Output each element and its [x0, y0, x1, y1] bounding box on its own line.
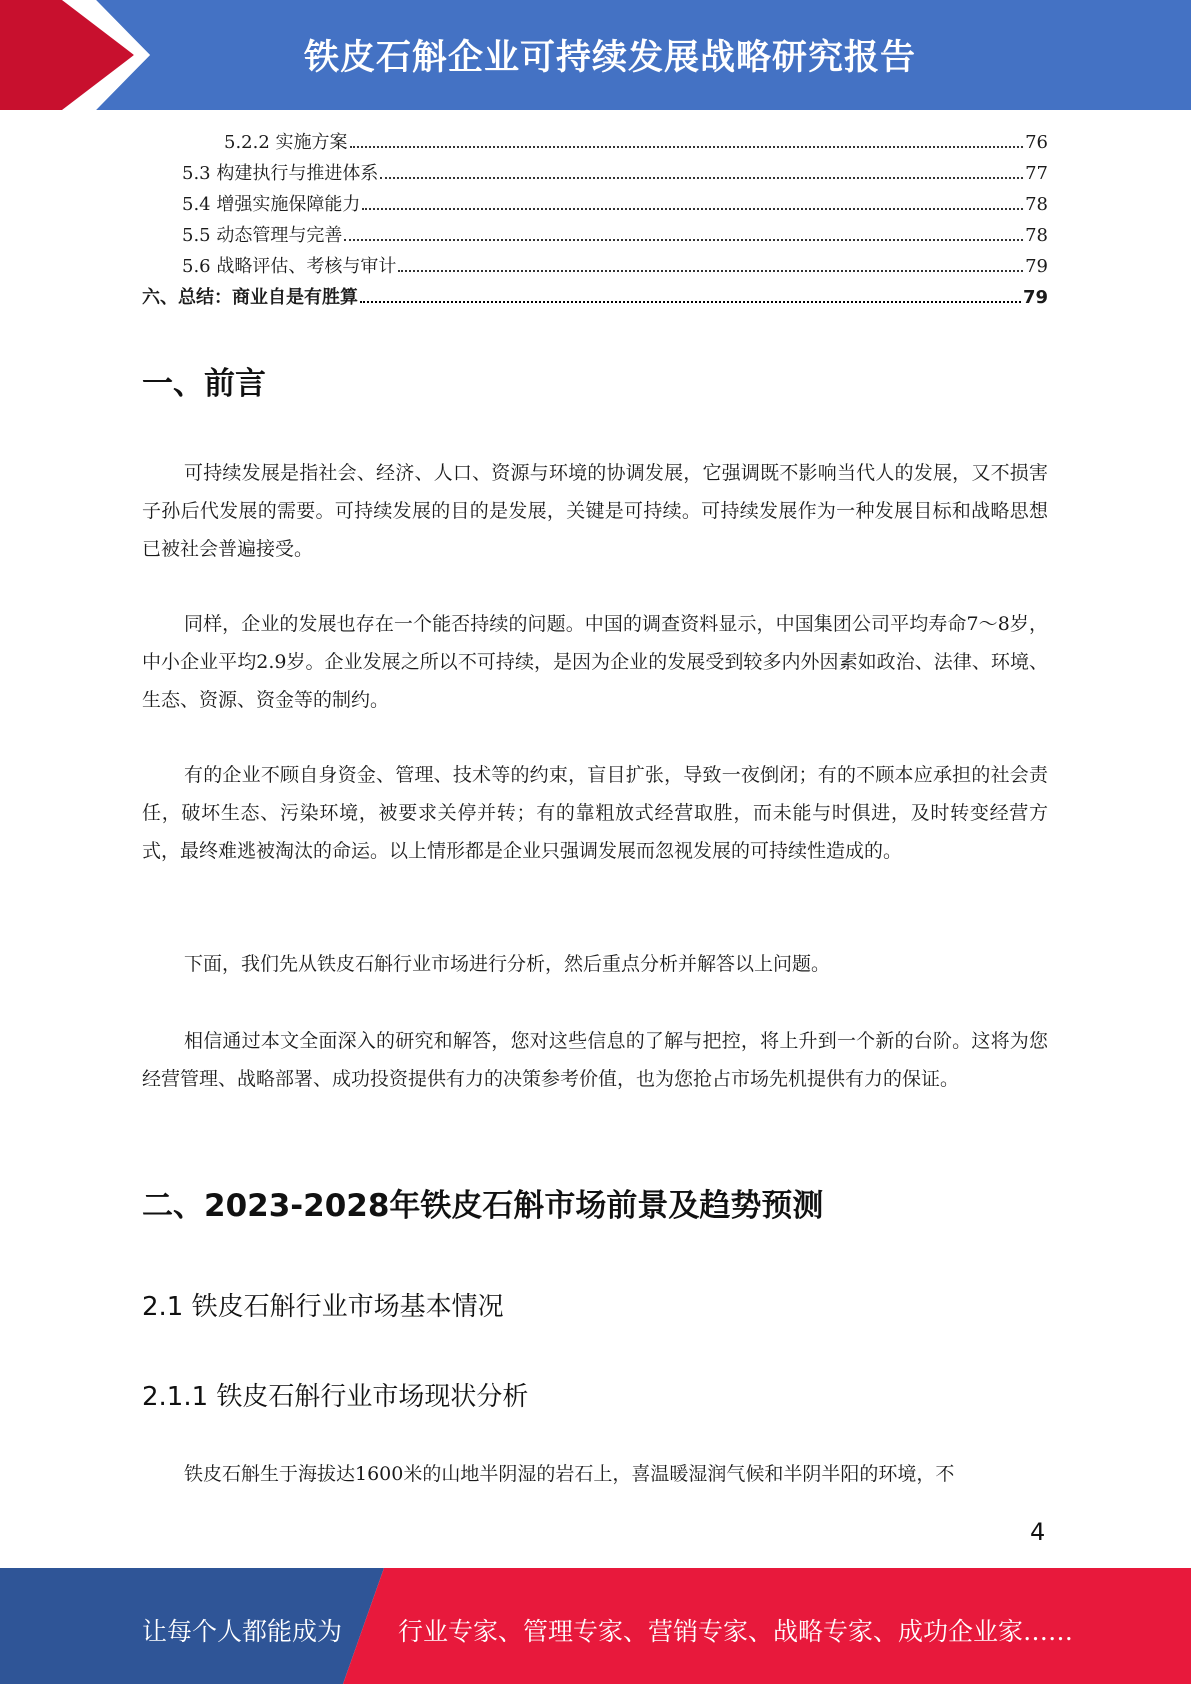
footer-tagline: 行业专家、管理专家、营销专家、战略专家、成功企业家……	[398, 1617, 1074, 1646]
toc-entry[interactable]	[142, 190, 1048, 221]
toc-entry-title: 六、总结：商业自是有胜算	[142, 287, 358, 308]
toc-entry[interactable]	[142, 159, 1048, 190]
toc-leader-dots	[344, 239, 1023, 241]
toc-entry-title: 5.2.2 实施方案	[224, 132, 348, 153]
footer-slogan: 让每个人都能成为	[142, 1617, 343, 1646]
toc-leader-dots	[362, 208, 1023, 210]
toc-entry-page: 78	[1025, 225, 1048, 246]
report-title: 铁皮石斛企业可持续发展战略研究报告	[303, 38, 916, 78]
subsection-heading: 2.1.1 铁皮石斛行业市场现状分析	[142, 1382, 529, 1412]
subsection-heading: 2.1 铁皮石斛行业市场基本情况	[142, 1292, 504, 1322]
toc-entry-title: 5.3 构建执行与推进体系	[182, 163, 379, 184]
toc-entry-title: 5.4 增强实施保障能力	[182, 194, 361, 215]
toc-entry-page: 76	[1025, 132, 1048, 153]
toc-entry[interactable]	[142, 128, 1048, 159]
toc-entry[interactable]	[142, 252, 1048, 283]
toc-entry[interactable]	[142, 283, 1048, 314]
toc-entry-title: 5.6 战略评估、考核与审计	[182, 256, 397, 277]
body-paragraph: 有的企业不顾自身资金、管理、技术等的约束，盲目扩张，导致一夜倒闭；有的不顾本应承担的社会责任，破坏生态、污染环境，被要求关停并转；有的靠粗放式经营取胜，而未能与时俱进，及时转变经营方式，最终难逃被淘汰的命运。以上情形都是企业只强调发展而忽视发展的可持续性造成的。	[142, 764, 1048, 862]
toc-entry-page: 79	[1022, 287, 1048, 308]
toc-entry[interactable]	[142, 221, 1048, 252]
body-paragraph: 下面，我们先从铁皮石斛行业市场进行分析，然后重点分析并解答以上问题。	[184, 953, 831, 975]
body-paragraph: 同样，企业的发展也存在一个能否持续的问题。中国的调查资料显示，中国集团公司平均寿命7～8岁，中小企业平均2.9岁。企业发展之所以不可持续，是因为企业的发展受到较多内外因素如政治、法律、环境、生态、资源、资金等的制约。	[142, 613, 1048, 711]
page-number: 4	[1030, 1518, 1046, 1546]
toc-leader-dots	[380, 177, 1023, 179]
body-paragraph: 可持续发展是指社会、经济、人口、资源与环境的协调发展，它强调既不影响当代人的发展，又不损害子孙后代发展的需要。可持续发展的目的是发展，关键是可持续。可持续发展作为一种发展目标和战略思想已被社会普遍接受。	[142, 462, 1048, 560]
body-paragraph: 相信通过本文全面深入的研究和解答，您对这些信息的了解与把控，将上升到一个新的台阶。这将为您经营管理、战略部署、成功投资提供有力的决策参考价值，也为您抢占市场先机提供有力的保证。	[142, 1030, 1048, 1090]
page-header	[0, 0, 1191, 110]
toc-leader-dots	[360, 301, 1021, 303]
table-of-contents	[142, 128, 1048, 314]
toc-entry-page: 78	[1025, 194, 1048, 215]
toc-leader-dots	[350, 146, 1024, 148]
section-heading: 一、前言	[142, 366, 266, 402]
toc-leader-dots	[398, 270, 1023, 272]
toc-entry-page: 77	[1025, 163, 1048, 184]
page-footer	[0, 1568, 1191, 1684]
toc-entry-title: 5.5 动态管理与完善	[182, 225, 343, 246]
body-paragraph: 铁皮石斛生于海拔达1600米的山地半阴湿的岩石上，喜温暖湿润气候和半阴半阳的环境，不	[184, 1463, 955, 1485]
toc-entry-page: 79	[1025, 256, 1048, 277]
section-heading: 二、2023-2028年铁皮石斛市场前景及趋势预测	[142, 1188, 824, 1224]
